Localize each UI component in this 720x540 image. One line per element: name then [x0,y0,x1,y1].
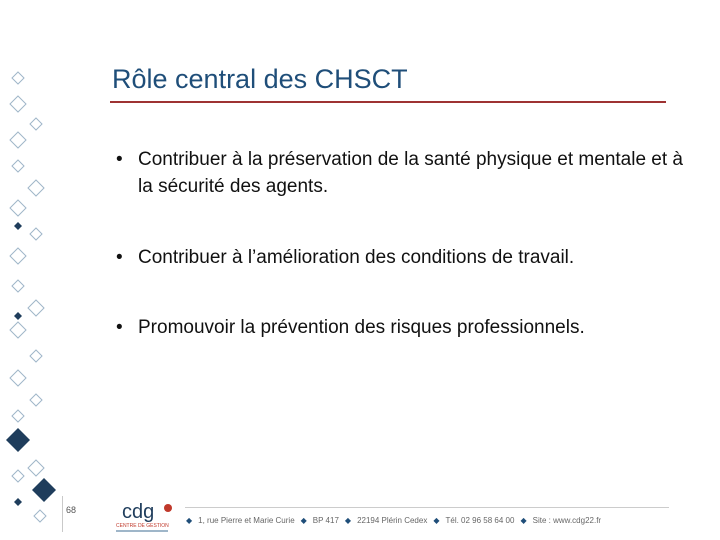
slide-title: Rôle central des CHSCT [112,64,408,94]
logo-text: cdg [122,501,155,523]
bullet-marker: • [116,247,123,268]
bullet-text: Contribuer à la préservation de la santé physique et mentale et à la sécurité des agents. [138,149,683,197]
bullet-marker: • [116,317,123,338]
page-number: 68 [66,505,77,515]
footer-phone: Tél. 02 96 58 64 00 [445,516,515,525]
bullet-item [116,314,686,341]
footer-bp: BP 417 [312,516,339,525]
cdg-logo [110,496,180,536]
footer-divider [62,496,63,532]
diamond-icon: ◆ [344,516,352,525]
diamond-icon: ◆ [433,516,440,525]
bullet-text: Contribuer à l’amélioration des conditions de travail. [138,247,575,268]
bullet-marker: • [116,149,123,170]
footer-city: 22194 Plérin Cedex [357,516,428,525]
bullet-item [116,146,686,200]
bullet-text: Promouvoir la prévention des risques professionnels. [138,317,585,338]
title-underline [110,101,666,103]
footer-rule [185,507,669,508]
diamond-icon: ◆ [186,516,193,525]
decorative-diamond-pattern [0,60,60,530]
footer-site[interactable]: Site : www.cdg22.fr [532,516,602,525]
logo-caption: CENTRE DE GESTION [116,523,169,529]
bullet-item [116,244,686,271]
diamond-icon: ◆ [300,516,307,525]
diamond-icon: ◆ [520,516,527,525]
footer-contact-bar [186,516,670,525]
footer-address: 1, rue Pierre et Marie Curie [198,516,295,525]
